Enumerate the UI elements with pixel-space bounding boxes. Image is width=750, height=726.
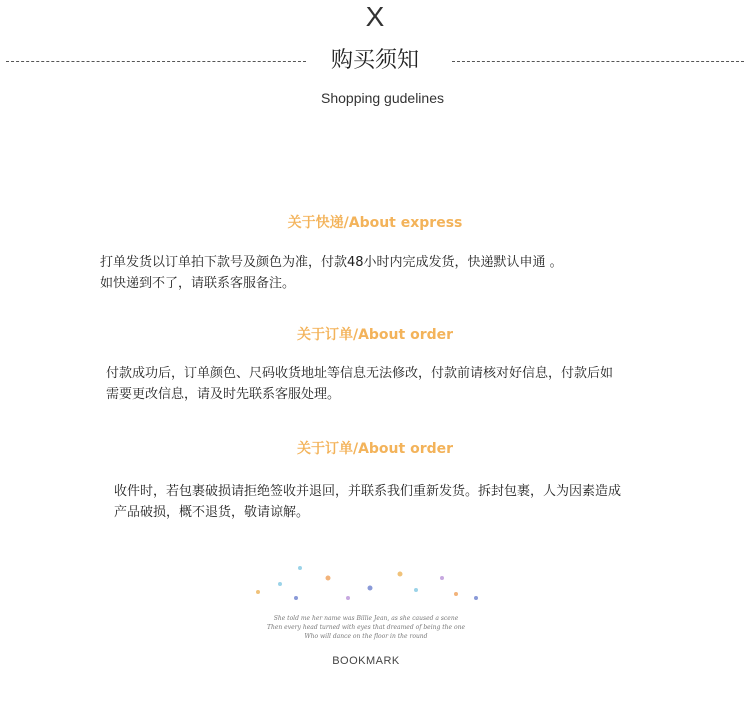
bookmark-word: BOOKMARK	[332, 655, 400, 667]
section-body-receipt	[114, 481, 621, 523]
confetti-dot	[326, 576, 331, 581]
confetti-dot	[298, 566, 302, 570]
section-line: 收件时，若包裹破损请拒绝签收并退回，并联系我们重新发货。拆封包裹，人为因素造成	[114, 484, 622, 499]
title-row	[0, 44, 750, 78]
section-line: 打单发货以订单拍下款号及颜色为准，付款48小时内完成发货，快递默认申通 。	[100, 255, 563, 270]
confetti-dots	[250, 560, 482, 610]
confetti-dot	[256, 590, 260, 594]
confetti-dot	[368, 586, 373, 591]
page-title: 购买须知	[330, 48, 419, 73]
confetti-dot	[414, 588, 418, 592]
close-mark: X	[365, 1, 385, 32]
section-line: 产品破损，概不退货，敬请谅解。	[114, 505, 310, 520]
confetti-dot	[474, 596, 478, 600]
section-body-order	[106, 363, 613, 405]
section-line: 需要更改信息，请及时先联系客服处理。	[106, 387, 341, 402]
section-heading-order: 关于订单/About order	[296, 327, 454, 343]
confetti-dot	[454, 592, 458, 596]
section-line: 如快递到不了，请联系客服备注。	[100, 276, 296, 291]
title-divider-right	[452, 61, 744, 62]
section-heading-receipt: 关于订单/About order	[296, 441, 454, 457]
script-line: She told me her name was Billie Jean, as she caused a scene	[273, 615, 459, 622]
page-subtitle: Shopping gudelines	[321, 90, 444, 106]
confetti-dot	[278, 582, 282, 586]
section-body-express	[100, 252, 563, 294]
confetti-dot	[294, 596, 298, 600]
confetti-dot	[346, 596, 350, 600]
script-line: Then every head turned with eyes that dreamed of being the one	[266, 624, 466, 631]
section-line: 付款成功后，订单颜色、尺码收货地址等信息无法修改，付款前请核对好信息，付款后如	[106, 366, 614, 381]
bookmark-graphic	[250, 560, 490, 670]
confetti-dot	[440, 576, 444, 580]
section-heading-express: 关于快递/About express	[287, 215, 463, 231]
script-line: Who will dance on the floor in the round	[304, 633, 428, 640]
confetti-dot	[398, 572, 403, 577]
